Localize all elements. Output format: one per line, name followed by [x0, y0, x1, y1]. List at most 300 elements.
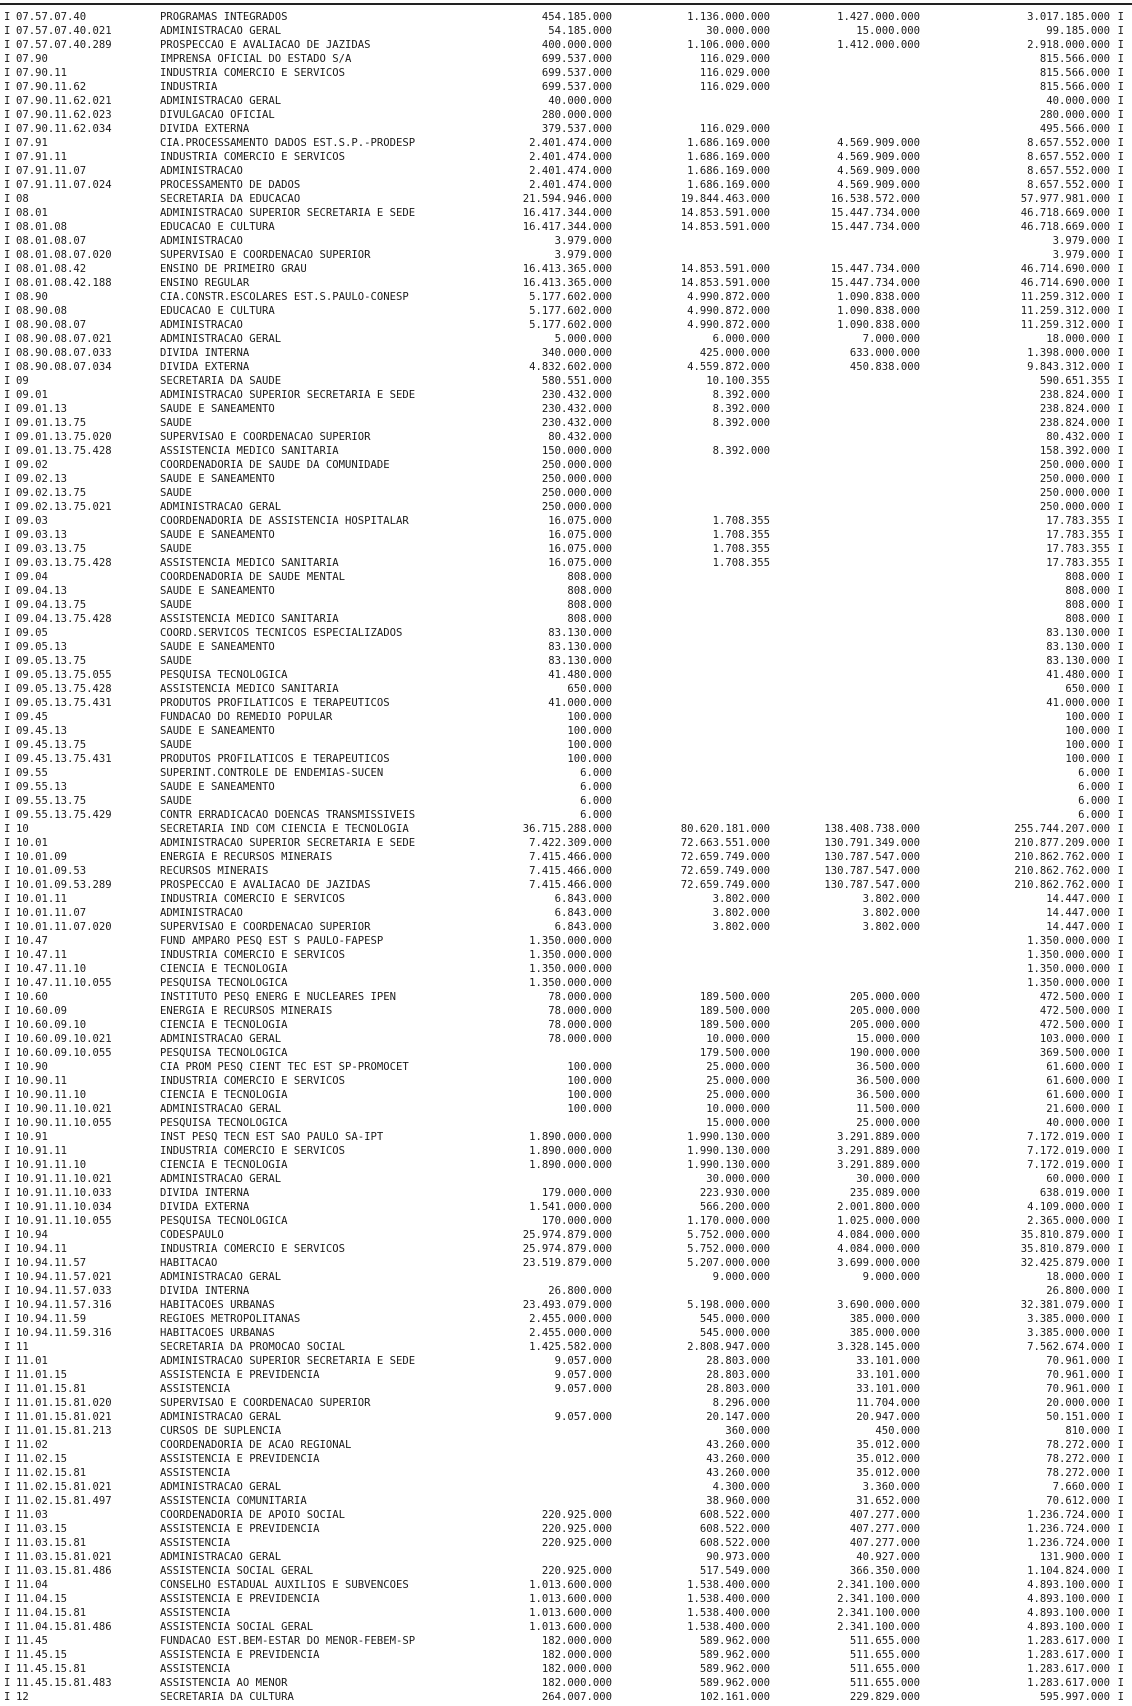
row-total: 3.017.185.000	[1027, 11, 1110, 23]
row-marker: I	[4, 235, 11, 247]
row-code: 08.90.08.07.033	[16, 347, 112, 359]
row-end-marker: I	[1117, 53, 1124, 65]
row-value-1: 83.130.000	[548, 627, 612, 639]
row-value-1: 5.177.602.000	[529, 291, 612, 303]
row-end-marker: I	[1117, 473, 1124, 485]
row-value-1: 6.843.000	[554, 893, 612, 905]
row-value-1: 220.925.000	[541, 1509, 612, 1521]
row-total: 638.019.000	[1039, 1187, 1110, 1199]
row-value-2: 189.500.000	[699, 1005, 770, 1017]
row-end-marker: I	[1117, 1047, 1124, 1059]
row-code: 09.55.13	[16, 781, 68, 793]
row-value-1: 16.413.365.000	[522, 263, 612, 275]
row-description: INST PESQ TECN EST SAO PAULO SA-IPT	[160, 1131, 384, 1143]
row-end-marker: I	[1117, 1537, 1124, 1549]
row-value-2: 589.962.000	[699, 1677, 770, 1689]
row-description: ADMINISTRACAO	[160, 235, 243, 247]
row-code: 07.57.07.40.289	[16, 39, 112, 51]
row-total: 61.600.000	[1046, 1075, 1110, 1087]
row-value-3: 3.699.000.000	[837, 1257, 920, 1269]
row-value-3: 11.704.000	[856, 1397, 920, 1409]
row-code: 10.01	[16, 837, 48, 849]
row-total: 4.893.100.000	[1027, 1621, 1110, 1633]
row-marker: I	[4, 1495, 11, 1507]
table-row	[0, 1018, 1132, 1032]
row-marker: I	[4, 123, 11, 135]
row-total: 1.350.000.000	[1027, 963, 1110, 975]
row-code: 10.60.09.10	[16, 1019, 87, 1031]
row-value-1: 2.401.474.000	[529, 165, 612, 177]
row-value-3: 1.427.000.000	[837, 11, 920, 23]
row-code: 11	[16, 1341, 29, 1353]
row-code: 08	[16, 193, 29, 205]
row-code: 10.60.09	[16, 1005, 68, 1017]
row-total: 1.236.724.000	[1027, 1509, 1110, 1521]
row-value-1: 100.000	[567, 753, 612, 765]
row-marker: I	[4, 1537, 11, 1549]
row-total: 41.480.000	[1046, 669, 1110, 681]
table-row	[0, 1004, 1132, 1018]
row-total: 1.350.000.000	[1027, 977, 1110, 989]
row-description: SAUDE	[160, 739, 192, 751]
row-value-2: 30.000.000	[706, 25, 770, 37]
row-code: 10.47	[16, 935, 48, 947]
row-description: SAUDE E SANEAMENTO	[160, 781, 275, 793]
row-code: 09.01.13.75	[16, 417, 87, 429]
table-row	[0, 1550, 1132, 1564]
table-row	[0, 1648, 1132, 1662]
row-value-3: 15.447.734.000	[830, 263, 920, 275]
row-description: ASSISTENCIA	[160, 1663, 231, 1675]
row-value-1: 6.000	[580, 809, 612, 821]
row-description: ENERGIA E RECURSOS MINERAIS	[160, 1005, 333, 1017]
row-marker: I	[4, 1453, 11, 1465]
row-end-marker: I	[1117, 109, 1124, 121]
row-value-3: 3.802.000	[862, 893, 920, 905]
row-code: 10.90	[16, 1061, 48, 1073]
row-end-marker: I	[1117, 1677, 1124, 1689]
row-total: 808.000	[1065, 585, 1110, 597]
row-value-1: 264.007.000	[541, 1691, 612, 1703]
table-row	[0, 626, 1132, 640]
row-value-3: 3.328.145.000	[837, 1341, 920, 1353]
row-code: 08.90.08.07.034	[16, 361, 112, 373]
table-row	[0, 570, 1132, 584]
row-total: 495.566.000	[1039, 123, 1110, 135]
row-marker: I	[4, 949, 11, 961]
table-row	[0, 416, 1132, 430]
row-value-2: 28.803.000	[706, 1369, 770, 1381]
table-row	[0, 1578, 1132, 1592]
row-end-marker: I	[1117, 655, 1124, 667]
row-end-marker: I	[1117, 375, 1124, 387]
row-total: 46.718.669.000	[1020, 221, 1110, 233]
row-total: 17.783.355	[1046, 543, 1110, 555]
row-total: 7.172.019.000	[1027, 1131, 1110, 1143]
table-row	[0, 1452, 1132, 1466]
row-value-3: 9.000.000	[862, 1271, 920, 1283]
row-value-1: 16.075.000	[548, 515, 612, 527]
row-total: 11.259.312.000	[1020, 319, 1110, 331]
table-row	[0, 1088, 1132, 1102]
row-code: 11.03.15.81.486	[16, 1565, 112, 1577]
row-description: SECRETARIA DA CULTURA	[160, 1691, 294, 1703]
row-total: 255.744.207.000	[1014, 823, 1110, 835]
row-code: 10.01.09.53.289	[16, 879, 112, 891]
row-total: 100.000	[1065, 739, 1110, 751]
row-total: 250.000.000	[1039, 487, 1110, 499]
row-value-2: 3.802.000	[712, 893, 770, 905]
table-row	[0, 1312, 1132, 1326]
table-row	[0, 1046, 1132, 1060]
row-marker: I	[4, 809, 11, 821]
row-code: 11.03	[16, 1509, 48, 1521]
table-row	[0, 948, 1132, 962]
table-row	[0, 1186, 1132, 1200]
row-value-2: 1.686.169.000	[687, 137, 770, 149]
row-value-1: 9.057.000	[554, 1355, 612, 1367]
row-value-3: 30.000.000	[856, 1173, 920, 1185]
row-total: 808.000	[1065, 571, 1110, 583]
row-value-2: 38.960.000	[706, 1495, 770, 1507]
table-row	[0, 402, 1132, 416]
row-total: 41.000.000	[1046, 697, 1110, 709]
row-code: 11.01.15.81.020	[16, 1397, 112, 1409]
row-marker: I	[4, 1649, 11, 1661]
row-marker: I	[4, 1033, 11, 1045]
row-end-marker: I	[1117, 991, 1124, 1003]
row-end-marker: I	[1117, 669, 1124, 681]
row-value-2: 545.000.000	[699, 1327, 770, 1339]
row-end-marker: I	[1117, 1523, 1124, 1535]
row-description: FUNDACAO EST.BEM-ESTAR DO MENOR-FEBEM-SP	[160, 1635, 416, 1647]
row-value-3: 3.802.000	[862, 921, 920, 933]
row-code: 09.45.13.75	[16, 739, 87, 751]
row-marker: I	[4, 1579, 11, 1591]
row-code: 07.90.11.62.023	[16, 109, 112, 121]
row-end-marker: I	[1117, 263, 1124, 275]
row-value-3: 1.090.838.000	[837, 319, 920, 331]
row-code: 09.45.13.75.431	[16, 753, 112, 765]
row-code: 12	[16, 1691, 29, 1703]
table-row	[0, 472, 1132, 486]
row-code: 09.05.13.75.431	[16, 697, 112, 709]
row-value-2: 566.200.000	[699, 1201, 770, 1213]
row-value-3: 205.000.000	[849, 1019, 920, 1031]
row-description: DIVIDA INTERNA	[160, 1187, 250, 1199]
row-marker: I	[4, 11, 11, 23]
row-description: INDUSTRIA COMERCIO E SERVICOS	[160, 1145, 345, 1157]
row-total: 1.283.617.000	[1027, 1635, 1110, 1647]
row-description: COORDENADORIA DE SAUDE MENTAL	[160, 571, 345, 583]
row-marker: I	[4, 669, 11, 681]
row-total: 14.447.000	[1046, 921, 1110, 933]
row-description: ASSISTENCIA SOCIAL GERAL	[160, 1621, 314, 1633]
row-end-marker: I	[1117, 1019, 1124, 1031]
row-value-3: 15.447.734.000	[830, 207, 920, 219]
row-value-1: 78.000.000	[548, 1005, 612, 1017]
row-value-3: 4.569.909.000	[837, 179, 920, 191]
row-code: 10.91.11.10.021	[16, 1173, 112, 1185]
row-description: ASSISTENCIA AO MENOR	[160, 1677, 288, 1689]
row-end-marker: I	[1117, 1509, 1124, 1521]
row-description: CONTR ERRADICACAO DOENCAS TRANSMISSIVEIS	[160, 809, 416, 821]
row-description: CIENCIA E TECNOLOGIA	[160, 1159, 288, 1171]
table-row	[0, 24, 1132, 38]
row-end-marker: I	[1117, 1593, 1124, 1605]
row-end-marker: I	[1117, 1145, 1124, 1157]
row-marker: I	[4, 95, 11, 107]
row-description: COORDENADORIA DE APOIO SOCIAL	[160, 1509, 345, 1521]
row-value-3: 130.787.547.000	[824, 879, 920, 891]
row-total: 83.130.000	[1046, 641, 1110, 653]
row-value-2: 1.708.355	[712, 529, 770, 541]
row-total: 11.259.312.000	[1020, 291, 1110, 303]
row-value-2: 72.659.749.000	[680, 851, 770, 863]
row-end-marker: I	[1117, 543, 1124, 555]
row-code: 10.90.11.10	[16, 1089, 87, 1101]
row-value-3: 11.500.000	[856, 1103, 920, 1115]
row-marker: I	[4, 319, 11, 331]
row-value-3: 31.652.000	[856, 1495, 920, 1507]
row-total: 808.000	[1065, 599, 1110, 611]
row-end-marker: I	[1117, 711, 1124, 723]
row-description: CIENCIA E TECNOLOGIA	[160, 963, 288, 975]
row-end-marker: I	[1117, 459, 1124, 471]
row-total: 472.500.000	[1039, 1019, 1110, 1031]
row-total: 210.862.762.000	[1014, 851, 1110, 863]
row-code: 07.91.11.07	[16, 165, 87, 177]
row-total: 40.000.000	[1046, 95, 1110, 107]
row-marker: I	[4, 543, 11, 555]
row-end-marker: I	[1117, 697, 1124, 709]
row-value-1: 100.000	[567, 1061, 612, 1073]
row-end-marker: I	[1117, 1327, 1124, 1339]
row-value-2: 10.000.000	[706, 1103, 770, 1115]
row-marker: I	[4, 1005, 11, 1017]
row-marker: I	[4, 1439, 11, 1451]
table-row	[0, 892, 1132, 906]
row-end-marker: I	[1117, 1397, 1124, 1409]
table-row	[0, 304, 1132, 318]
row-total: 78.272.000	[1046, 1439, 1110, 1451]
row-code: 11.04.15.81.486	[16, 1621, 112, 1633]
row-description: SAUDE	[160, 655, 192, 667]
row-end-marker: I	[1117, 1201, 1124, 1213]
row-value-1: 26.800.000	[548, 1285, 612, 1297]
row-description: CIA.PROCESSAMENTO DADOS EST.S.P.-PRODESP	[160, 137, 416, 149]
row-total: 7.660.000	[1052, 1481, 1110, 1493]
row-marker: I	[4, 1145, 11, 1157]
row-total: 61.600.000	[1046, 1061, 1110, 1073]
row-code: 10.91.11.10.055	[16, 1215, 112, 1227]
row-end-marker: I	[1117, 1075, 1124, 1087]
row-value-1: 2.455.000.000	[529, 1327, 612, 1339]
row-description: PESQUISA TECNOLOGICA	[160, 1215, 288, 1227]
row-code: 09.03.13.75.428	[16, 557, 112, 569]
row-end-marker: I	[1117, 515, 1124, 527]
row-code: 11.04	[16, 1579, 48, 1591]
table-row	[0, 108, 1132, 122]
row-marker: I	[4, 1019, 11, 1031]
row-value-1: 40.000.000	[548, 95, 612, 107]
row-code: 07.91.11.07.024	[16, 179, 112, 191]
row-value-1: 1.890.000.000	[529, 1145, 612, 1157]
row-marker: I	[4, 1341, 11, 1353]
row-code: 09.03.13	[16, 529, 68, 541]
row-code: 07.91	[16, 137, 48, 149]
row-marker: I	[4, 1551, 11, 1563]
row-value-2: 5.752.000.000	[687, 1243, 770, 1255]
row-code: 10.01.09	[16, 851, 68, 863]
row-code: 09.01.13.75.428	[16, 445, 112, 457]
budget-table	[0, 10, 1132, 1704]
row-value-1: 1.350.000.000	[529, 935, 612, 947]
table-row	[0, 682, 1132, 696]
row-value-1: 220.925.000	[541, 1537, 612, 1549]
row-code: 10.94	[16, 1229, 48, 1241]
row-value-1: 78.000.000	[548, 1019, 612, 1031]
row-end-marker: I	[1117, 571, 1124, 583]
row-marker: I	[4, 333, 11, 345]
table-row	[0, 1424, 1132, 1438]
row-description: ASSISTENCIA E PREVIDENCIA	[160, 1369, 320, 1381]
row-value-2: 30.000.000	[706, 1173, 770, 1185]
table-row	[0, 654, 1132, 668]
row-total: 3.385.000.000	[1027, 1313, 1110, 1325]
row-description: ASSISTENCIA	[160, 1467, 231, 1479]
row-marker: I	[4, 347, 11, 359]
row-marker: I	[4, 179, 11, 191]
row-marker: I	[4, 1047, 11, 1059]
row-total: 280.000.000	[1039, 109, 1110, 121]
row-description: DIVIDA INTERNA	[160, 347, 250, 359]
row-code: 11.02	[16, 1439, 48, 1451]
row-end-marker: I	[1117, 319, 1124, 331]
row-description: ADMINISTRACAO GERAL	[160, 95, 282, 107]
table-row	[0, 10, 1132, 24]
row-value-2: 189.500.000	[699, 1019, 770, 1031]
row-description: INDUSTRIA	[160, 81, 218, 93]
row-description: ADMINISTRACAO GERAL	[160, 333, 282, 345]
table-row	[0, 1116, 1132, 1130]
row-value-1: 6.000	[580, 781, 612, 793]
row-end-marker: I	[1117, 529, 1124, 541]
row-marker: I	[4, 557, 11, 569]
row-description: SAUDE	[160, 795, 192, 807]
row-marker: I	[4, 893, 11, 905]
row-total: 1.398.000.000	[1027, 347, 1110, 359]
row-value-1: 5.000.000	[554, 333, 612, 345]
row-description: EDUCACAO E CULTURA	[160, 305, 275, 317]
row-description: ASSISTENCIA COMUNITARIA	[160, 1495, 307, 1507]
row-description: PRODUTOS PROFILATICOS E TERAPEUTICOS	[160, 753, 390, 765]
row-description: CIENCIA E TECNOLOGIA	[160, 1019, 288, 1031]
row-value-1: 3.979.000	[554, 235, 612, 247]
row-total: 35.810.879.000	[1020, 1243, 1110, 1255]
row-end-marker: I	[1117, 1341, 1124, 1353]
row-end-marker: I	[1117, 1103, 1124, 1115]
row-value-3: 1.090.838.000	[837, 291, 920, 303]
row-code: 11.04.15	[16, 1593, 68, 1605]
row-description: INDUSTRIA COMERCIO E SERVICOS	[160, 1075, 345, 1087]
row-value-3: 33.101.000	[856, 1355, 920, 1367]
row-description: INSTITUTO PESQ ENERG E NUCLEARES IPEN	[160, 991, 396, 1003]
row-value-3: 40.927.000	[856, 1551, 920, 1563]
row-marker: I	[4, 1397, 11, 1409]
row-description: ASSISTENCIA	[160, 1607, 231, 1619]
row-end-marker: I	[1117, 1453, 1124, 1465]
row-code: 09.55.13.75.429	[16, 809, 112, 821]
table-row	[0, 150, 1132, 164]
row-value-2: 1.686.169.000	[687, 165, 770, 177]
row-value-1: 179.000.000	[541, 1187, 612, 1199]
row-end-marker: I	[1117, 1285, 1124, 1297]
row-description: ASSISTENCIA E PREVIDENCIA	[160, 1593, 320, 1605]
row-end-marker: I	[1117, 137, 1124, 149]
row-value-2: 1.990.130.000	[687, 1159, 770, 1171]
row-description: CONSELHO ESTADUAL AUXILIOS E SUBVENCOES	[160, 1579, 409, 1591]
row-marker: I	[4, 781, 11, 793]
row-value-2: 179.500.000	[699, 1047, 770, 1059]
row-description: ADMINISTRACAO GERAL	[160, 1551, 282, 1563]
row-description: ADMINISTRACAO GERAL	[160, 1103, 282, 1115]
row-total: 6.000	[1078, 767, 1110, 779]
table-row	[0, 780, 1132, 794]
row-value-3: 190.000.000	[849, 1047, 920, 1059]
row-code: 10.94.11.57.316	[16, 1299, 112, 1311]
row-value-1: 3.979.000	[554, 249, 612, 261]
table-row	[0, 164, 1132, 178]
row-marker: I	[4, 1131, 11, 1143]
row-code: 11.02.15.81.497	[16, 1495, 112, 1507]
row-code: 11.02.15.81.021	[16, 1481, 112, 1493]
table-row	[0, 1228, 1132, 1242]
row-code: 11.03.15.81.021	[16, 1551, 112, 1563]
row-value-3: 1.090.838.000	[837, 305, 920, 317]
row-marker: I	[4, 207, 11, 219]
row-value-2: 6.000.000	[712, 333, 770, 345]
row-value-2: 116.029.000	[699, 123, 770, 135]
row-end-marker: I	[1117, 837, 1124, 849]
row-description: SAUDE E SANEAMENTO	[160, 641, 275, 653]
row-value-3: 205.000.000	[849, 1005, 920, 1017]
row-marker: I	[4, 459, 11, 471]
row-marker: I	[4, 1061, 11, 1073]
row-value-1: 699.537.000	[541, 53, 612, 65]
row-total: 60.000.000	[1046, 1173, 1110, 1185]
row-value-3: 3.291.889.000	[837, 1145, 920, 1157]
row-description: CURSOS DE SUPLENCIA	[160, 1425, 282, 1437]
row-value-1: 230.432.000	[541, 403, 612, 415]
row-code: 09.55.13.75	[16, 795, 87, 807]
row-value-1: 9.057.000	[554, 1383, 612, 1395]
row-description: DIVIDA EXTERNA	[160, 1201, 250, 1213]
row-marker: I	[4, 1299, 11, 1311]
row-value-1: 230.432.000	[541, 417, 612, 429]
row-marker: I	[4, 1103, 11, 1115]
row-total: 472.500.000	[1039, 991, 1110, 1003]
row-value-1: 6.000	[580, 767, 612, 779]
row-total: 78.272.000	[1046, 1453, 1110, 1465]
row-description: HABITACAO	[160, 1257, 218, 1269]
row-code: 09.04.13	[16, 585, 68, 597]
row-total: 100.000	[1065, 753, 1110, 765]
row-description: SAUDE E SANEAMENTO	[160, 725, 275, 737]
row-value-3: 3.690.000.000	[837, 1299, 920, 1311]
row-code: 10.01.11	[16, 893, 68, 905]
row-total: 78.272.000	[1046, 1467, 1110, 1479]
